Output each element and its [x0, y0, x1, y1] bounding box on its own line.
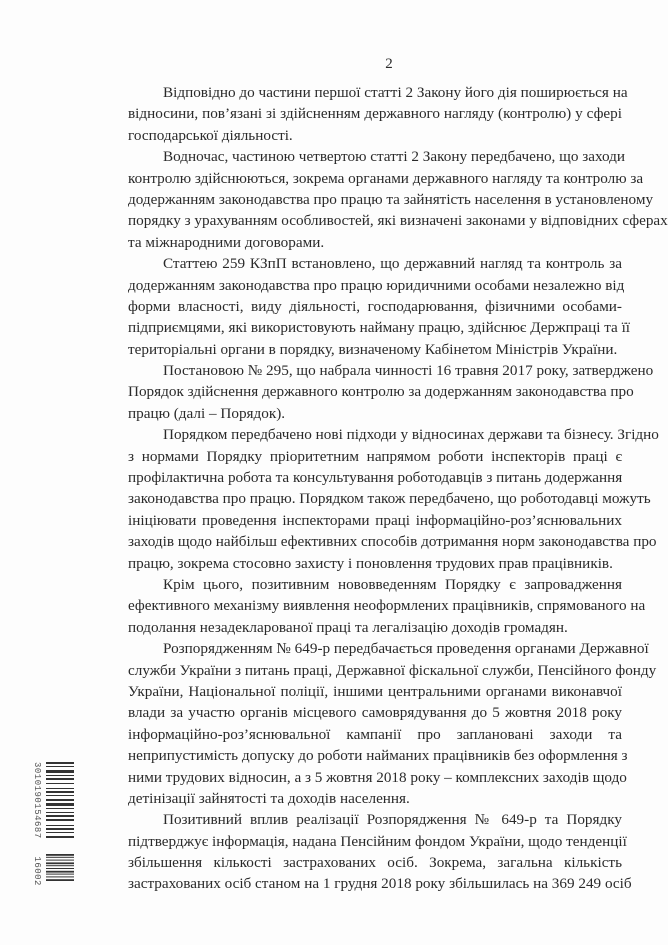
barcode-bar	[46, 828, 74, 830]
barcode-bar	[46, 783, 74, 784]
barcode-bar	[46, 860, 74, 861]
paragraph	[128, 574, 646, 638]
text-line: господарської діяльності.	[128, 126, 293, 144]
text-line: законодавства про працю. Порядком також передбачено, що роботодавці можуть	[128, 490, 651, 508]
barcode-bar	[46, 868, 74, 869]
barcode-bar	[46, 788, 74, 789]
text-line: з нормами Порядку пріоритетним напрямом роботи інспекторів праці є	[128, 447, 622, 465]
text-line: Позитивний вплив реалізації Розпорядження № 649-р та Порядку	[163, 811, 622, 829]
text-line: профілактична робота та консультування роботодавців з питань додержання	[128, 469, 623, 487]
barcode-bar	[46, 795, 74, 796]
text-line: Відповідно до частини першої статті 2 Закону його дія поширюється на	[163, 84, 628, 101]
barcode-bar	[46, 876, 74, 877]
text-line: ефективного механізму виявлення неоформлених працівників, спрямованого на	[128, 597, 646, 615]
barcode-bar	[46, 871, 74, 873]
text-line: підприємцями, які використовують найману працю, здійснює Держпраці та її	[128, 319, 631, 337]
text-line: Порядок здійснення державного контролю за додержанням законодавства про	[128, 383, 634, 401]
document-body	[128, 82, 668, 895]
paragraph	[128, 809, 632, 895]
text-line: України, Національної поліції, іншими центральними органами виконавчої	[128, 682, 622, 700]
text-line: служби України з питань праці, Державної фіскальної служби, Пенсійного фонду	[128, 661, 657, 679]
barcode-bar	[46, 812, 74, 813]
barcode-bar	[46, 857, 74, 858]
barcode-bar	[46, 819, 74, 821]
text-line: додержанням законодавства про працю юридичними особами незалежно від	[128, 276, 625, 294]
paragraph	[128, 82, 628, 146]
barcode-bar	[46, 865, 74, 866]
text-line: неприпустимість допуску до роботи найманих працівників без оформлення з	[128, 747, 628, 765]
paragraph	[128, 360, 654, 424]
text-line: працю, зокрема стосовно захисту і поновлення трудових прав працівників.	[128, 554, 613, 572]
barcode-bar	[46, 766, 74, 767]
page-number: 2	[385, 56, 393, 72]
text-line: форми власності, виду діяльності, господарювання, фізичними особами-	[128, 297, 622, 315]
barcode-bar	[46, 791, 74, 793]
barcode-bar	[46, 775, 74, 776]
text-line: Розпорядженням № 649-р передбачається проведення органами Державної	[163, 640, 649, 658]
text-line: влади за участю органів місцевого самоврядування до 5 жовтня 2018 року	[128, 704, 622, 722]
text-line: працю (далі – Порядок).	[128, 404, 286, 422]
barcode-bar	[46, 762, 74, 764]
text-line: подолання незадекларованої праці та легалізацію доходів громадян.	[128, 618, 568, 636]
text-line: ними трудових відносин, а з 5 жовтня 2018 року – комплексних заходів щодо	[128, 768, 627, 786]
text-line: заходів щодо найбільш ефективних способів дотримання норм законодавства про	[128, 533, 657, 551]
text-line: Постановою № 295, що набрала чинності 16 травня 2017 року, затверджено	[163, 362, 654, 380]
barcode-bar	[46, 808, 74, 809]
paragraph	[128, 424, 659, 574]
text-line: додержанням законодавства про працю та зайнятість населення в установленому	[128, 190, 654, 208]
text-line: територіальні органи в порядку, визначеному Кабінетом Міністрів України.	[128, 340, 618, 358]
text-line: Водночас, частиною четвертою статті 2 Закону передбачено, що заходи	[163, 148, 626, 166]
barcode-bar	[46, 799, 74, 801]
barcode-bar	[46, 778, 74, 780]
text-line: відносини, пов’язані зі здійсненням державного нагляду (контролю) у сфері	[128, 105, 622, 123]
barcode-bar	[46, 836, 74, 838]
barcode-bar	[46, 874, 74, 875]
barcode-bar	[46, 825, 74, 826]
text-line: контролю здійснюються, зокрема органами державного нагляду та контролю за	[128, 169, 644, 187]
text-line: та міжнародними договорами.	[128, 233, 325, 251]
paragraph	[128, 146, 668, 253]
paragraph	[128, 253, 631, 360]
text-line: підтверджує інформація, надана Пенсійним фондом України, щодо тенденції	[128, 832, 627, 850]
text-line: збільшення кількості застрахованих осіб. Зокрема, загальна кількість	[128, 854, 622, 872]
barcode-bar	[46, 770, 74, 773]
barcode-bar	[46, 832, 74, 833]
text-line: ініціювати проведення інспекторами праці інформаційно-роз’яснювальних	[128, 511, 622, 529]
barcode-bar	[46, 879, 74, 881]
text-line: Крім цього, позитивним нововведенням Порядку є запровадження	[163, 575, 622, 593]
barcode-bar	[46, 803, 74, 806]
barcode-number: 3010190154687 16002	[32, 762, 42, 886]
text-line: детінізації зайнятості та доходів населення.	[128, 789, 410, 807]
text-line: Статтею 259 КЗпП встановлено, що державний нагляд та контроль за	[163, 255, 622, 273]
barcode-bar	[46, 854, 74, 856]
barcode-bar	[46, 815, 74, 817]
text-line: Порядком передбачено нові підходи у відносинах держави та бізнесу. Згідно	[163, 426, 659, 444]
text-line: порядку з урахуванням особливостей, які визначені законами у відповідних сферах	[128, 212, 668, 230]
text-line: інформаційно-роз’яснювальної кампанії про заплановані заходи та	[128, 725, 622, 743]
text-line: застрахованих осіб станом на 1 грудня 2018 року збільшилась на 369 249 осіб	[128, 875, 632, 893]
barcode-bar	[46, 862, 74, 864]
paragraph	[128, 638, 657, 809]
